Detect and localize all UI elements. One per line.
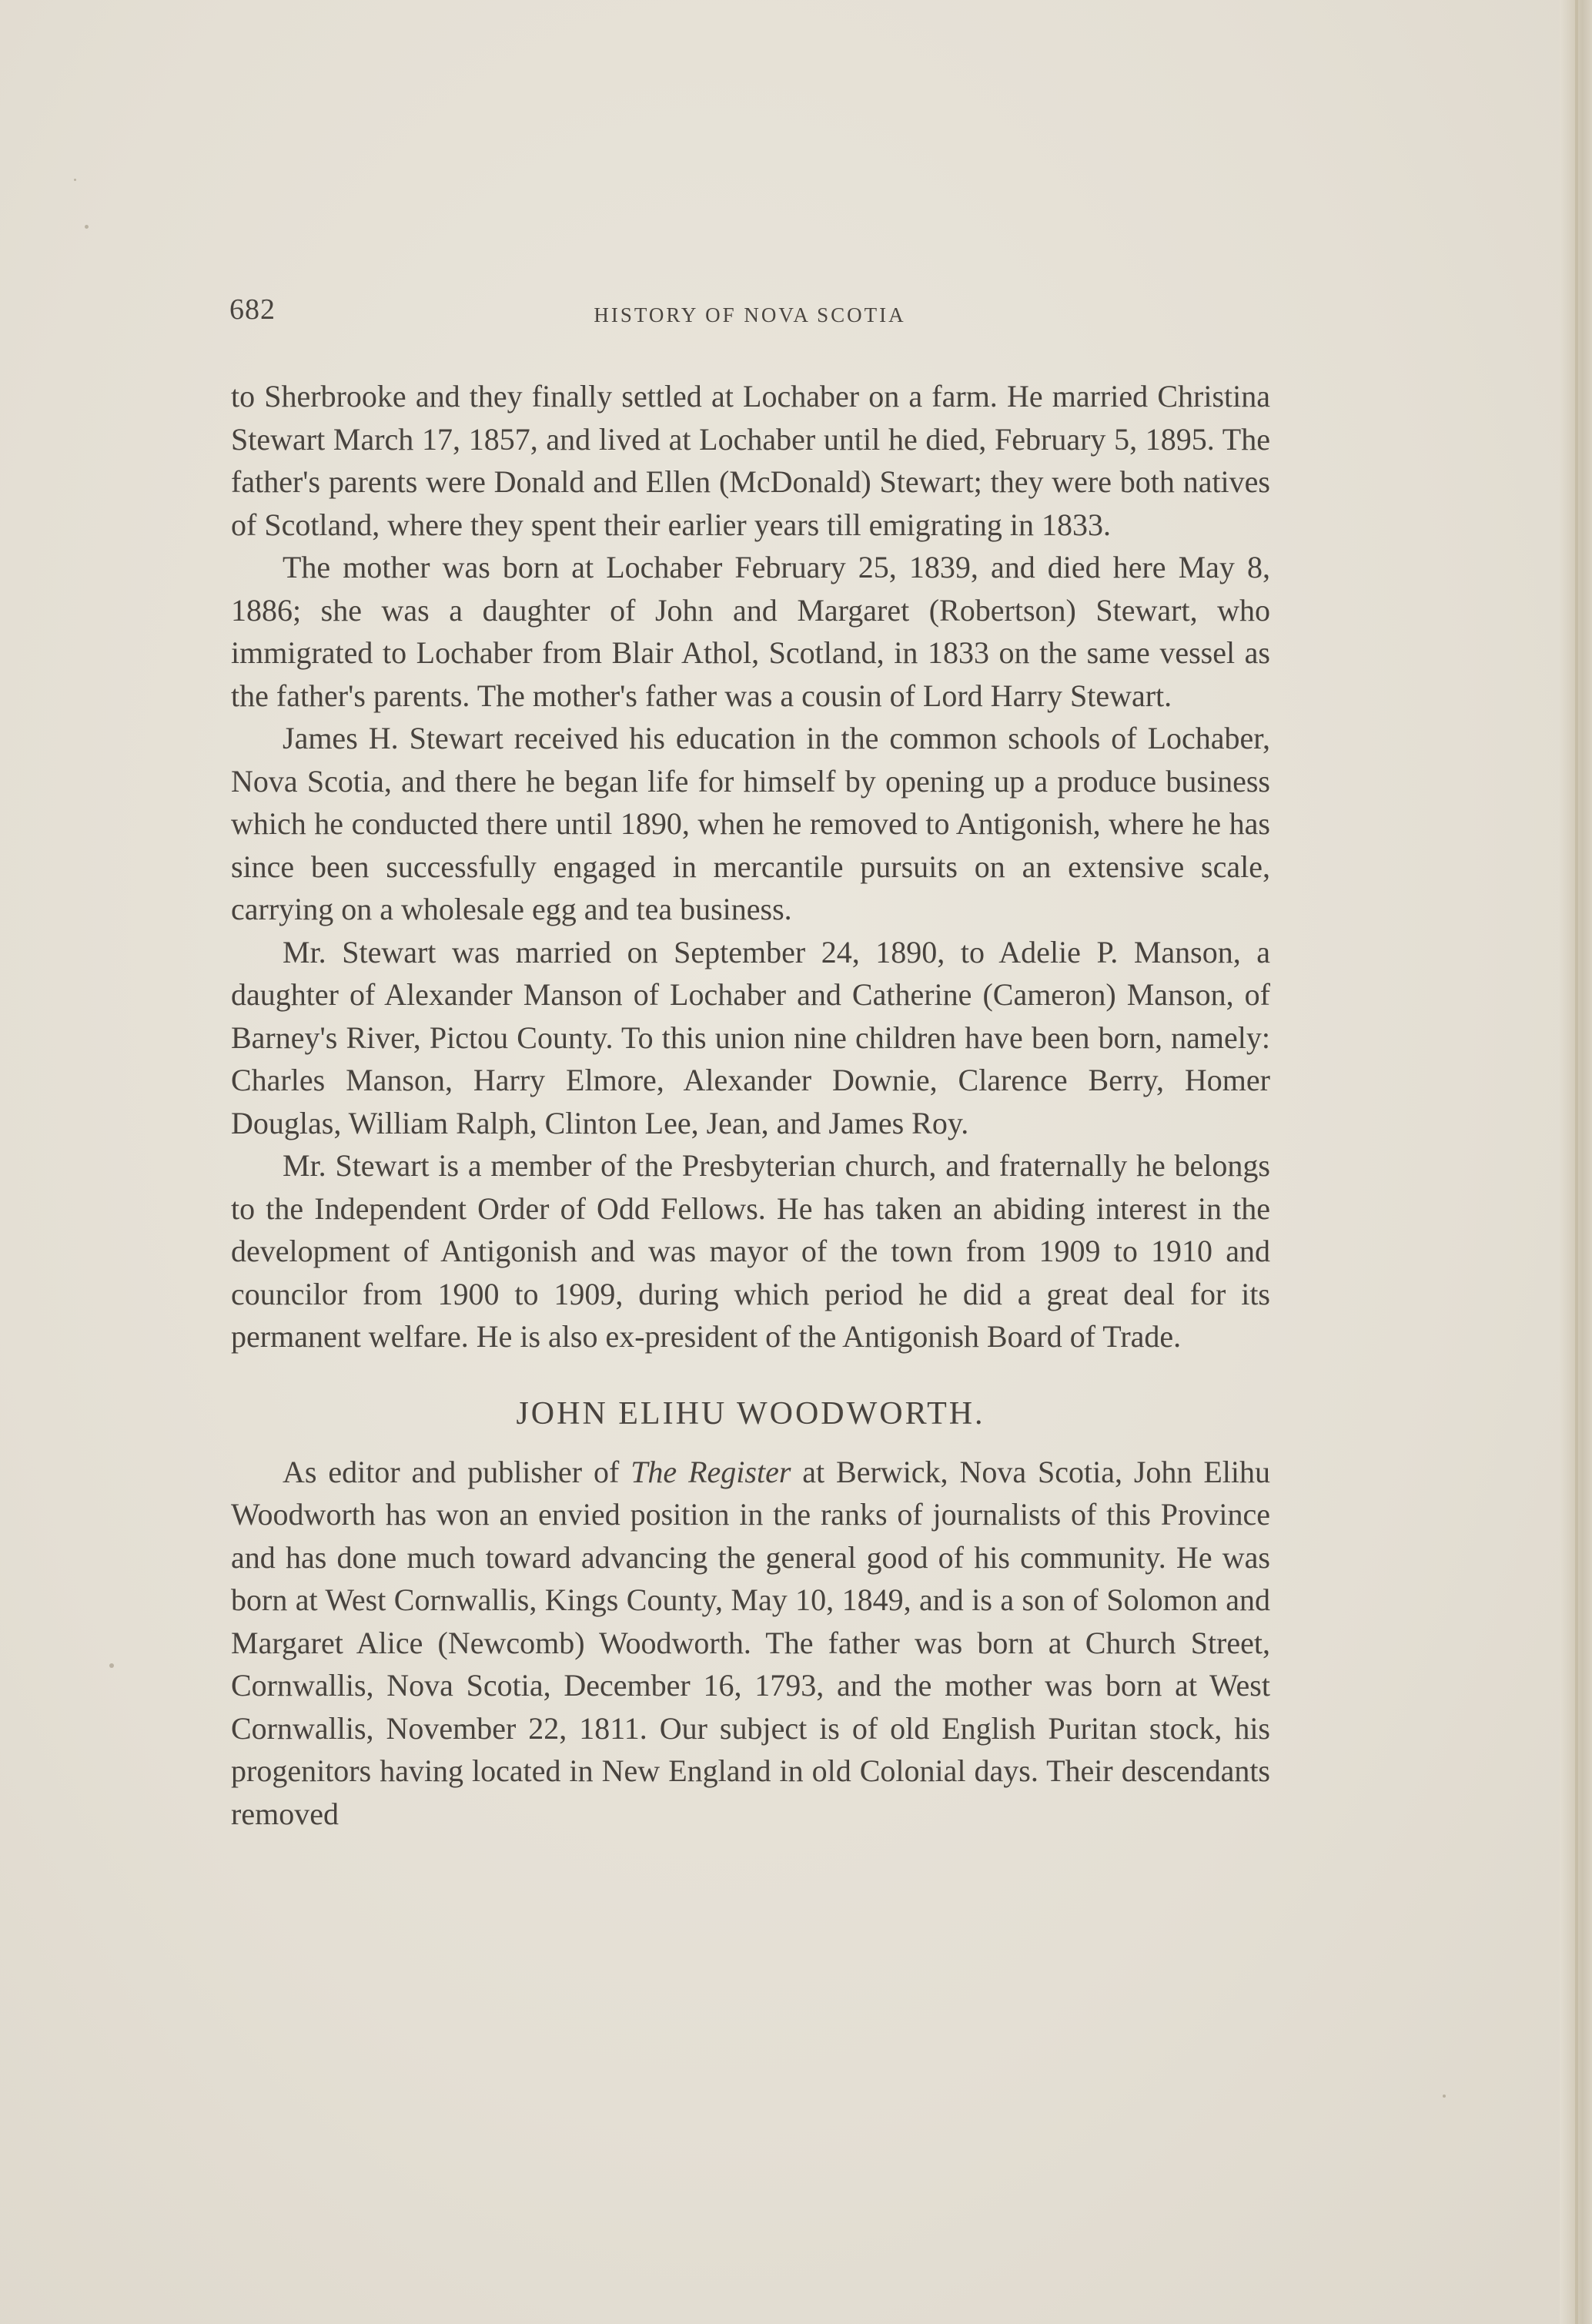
- paper-speck: [1443, 2095, 1446, 2098]
- paper-speck: [85, 225, 89, 229]
- binding-edge: [1575, 0, 1578, 2324]
- running-header: [229, 293, 1270, 339]
- body-text: [231, 375, 1270, 1835]
- paper-speck: [109, 1663, 114, 1668]
- running-title: HISTORY OF NOVA SCOTIA: [594, 303, 906, 326]
- paragraph: The mother was born at Lochaber February 25, 1839, and died here May 8, 1886; she was a daughter of John and Margaret (Robertson) Stewart, who immigrated to Lochaber from Blair Athol, Scotland, in 1833 on the same vessel as the father's parents. The mother's father was a cousin of Lord Harry Stewart.: [231, 550, 1270, 713]
- paragraph: James H. Stewart received his education in the common schools of Lochaber, Nova Scotia, and there he began life for himself by opening up a produce business which he conducted there until 1890, when he removed to Antigonish, where he has since been successfully engaged in mercantile pursuits on an extensive scale, carrying on a wholesale egg and tea business.: [231, 721, 1270, 926]
- page-number: 682: [229, 293, 276, 326]
- paper-speck: [74, 179, 76, 181]
- paragraph: to Sherbrooke and they finally settled at Lochaber on a farm. He married Christina Stewart March 17, 1857, and lived at Lochaber until he died, February 5, 1895. The father's parents were Donald and Ellen (McDonald) Stewart; they were both natives of Scotland, where they spent their earlier years till emigrating in 1833.: [231, 379, 1270, 542]
- paragraph: Mr. Stewart is a member of the Presbyterian church, and fraternally he belongs to the Independent Order of Odd Fellows. He has taken an abiding interest in the development of Antigonish and was mayor of the town from 1909 to 1910 and councilor from 1900 to 1909, during which period he did a great deal for its permanent welfare. He is also ex-president of the Antigonish Board of Trade.: [231, 1148, 1270, 1354]
- paragraph: [231, 1451, 1270, 1836]
- paragraph: Mr. Stewart was married on September 24, 1890, to Adelie P. Manson, a daughter of Alexander Manson of Lochaber and Catherine (Cameron) Manson, of Barney's River, Pictou County. To this union nine children have been born, namely: Charles Manson, Harry Elmore, Alexander Downie, Clarence Berry, Homer Douglas, William Ralph, Clinton Lee, Jean, and James Roy.: [231, 934, 1270, 1140]
- intro-text-continued: at Berwick, Nova Scotia, John Elihu Woodworth has won an envied position in the ranks of journalists of this Province and has done much toward advancing the general good of his community. He was born at West Cornwallis, Kings County, May 10, 1849, and is a son of Solomon and Margaret Alice (Newcomb) Woodworth. The father was born at Church Street, Cornwallis, Nova Scotia, December 16, 1793, and the mother was born at West Cornwallis, November 22, 1811. Our subject is of old English Puritan stock, his progenitors having located in New England in old Colonial days. Their descendants removed: [231, 1454, 1270, 1831]
- section-heading: JOHN ELIHU WOODWORTH.: [516, 1395, 985, 1432]
- publication-title: The Register: [630, 1454, 791, 1489]
- intro-text: As editor and publisher of: [283, 1454, 631, 1489]
